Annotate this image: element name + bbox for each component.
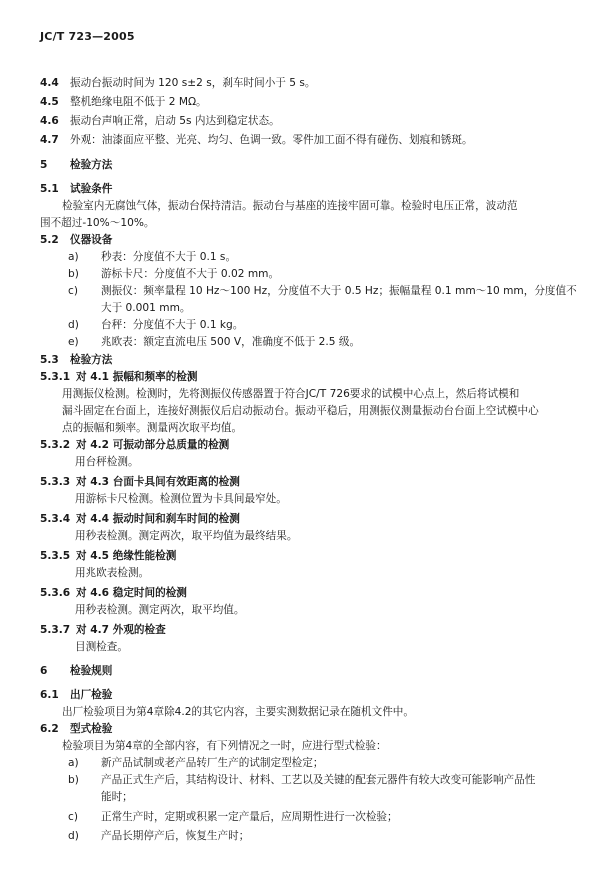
type-test-item-b xyxy=(68,773,535,787)
type-test-item-b-continuation: 能时； xyxy=(101,791,133,803)
item-text: 秒表：分度值不大于 0.1 s。 xyxy=(101,251,237,263)
clause-title: 对 4.5 绝缘性能检测 xyxy=(76,550,177,562)
equipment-item-c xyxy=(68,284,577,298)
clause-5-3-heading xyxy=(40,353,112,367)
clause-5-1-body-line-1: 检验室内无腐蚀气体，振动台保持清洁。振动台与基座的连接牢固可靠。检验时电压正常，波动范 xyxy=(62,200,518,212)
clause-number: 6.1 xyxy=(40,689,59,701)
clause-4-7 xyxy=(40,133,473,147)
clause-number: 4.7 xyxy=(40,134,59,146)
clause-number: 5.3.2 xyxy=(40,439,71,451)
clause-title: 检验方法 xyxy=(70,354,113,366)
clause-title: 对 4.3 台面卡具间有效距离的检测 xyxy=(76,476,240,488)
equipment-item-b xyxy=(68,267,279,281)
section-5-heading xyxy=(40,158,112,172)
clause-5-3-7-heading xyxy=(40,623,166,637)
clause-number: 5.3.7 xyxy=(40,624,71,636)
item-marker: b) xyxy=(68,268,79,280)
item-text: 正常生产时，定期或积累一定产量后，应周期性进行一次检验； xyxy=(101,811,398,823)
clause-title: 型式检验 xyxy=(70,723,113,735)
standard-code-header: JC/T 723—2005 xyxy=(40,30,135,43)
clause-5-3-6-body: 用秒表检测。测定两次，取平均值。 xyxy=(75,604,245,616)
equipment-item-a xyxy=(68,250,236,264)
clause-number: 5.3.3 xyxy=(40,476,71,488)
item-marker: a) xyxy=(68,251,79,263)
clause-6-2-heading xyxy=(40,722,112,736)
clause-5-3-4-body: 用秒表检测。测定两次，取平均值为最终结果。 xyxy=(75,530,298,542)
clause-number: 4.4 xyxy=(40,77,59,89)
item-marker: c) xyxy=(68,811,78,823)
clause-5-3-1-body-line-1: 用测振仪检测。检测时，先将测振仪传感器置于符合JC/T 726要求的试模中心点上，然后将试模和 xyxy=(62,388,520,400)
clause-title: 对 4.7 外观的检查 xyxy=(76,624,166,636)
clause-title: 对 4.4 振动时间和刹车时间的检测 xyxy=(76,513,240,525)
clause-number: 4.6 xyxy=(40,115,59,127)
clause-5-3-3-body: 用游标卡尺检测。检测位置为卡具间最窄处。 xyxy=(75,493,287,505)
item-text: 新产品试制或老产品转厂生产的试制定型检定； xyxy=(101,757,324,769)
clause-number: 5.3.5 xyxy=(40,550,71,562)
type-test-item-d xyxy=(68,829,249,843)
clause-number: 5.3.4 xyxy=(40,513,71,525)
clause-text: 振动台振动时间为 120 s±2 s，刹车时间小于 5 s。 xyxy=(70,77,316,89)
clause-6-1-heading xyxy=(40,688,112,702)
clause-title: 试验条件 xyxy=(70,183,113,195)
clause-5-1-heading xyxy=(40,182,112,196)
item-text: 台秤：分度值不大于 0.1 kg。 xyxy=(101,319,244,331)
clause-5-3-1-body-line-3: 点的振幅和频率。测量两次取平均值。 xyxy=(62,422,243,434)
section-number: 6 xyxy=(40,665,48,677)
equipment-item-e xyxy=(68,335,360,349)
clause-number: 5.1 xyxy=(40,183,59,195)
clause-5-3-5-body: 用兆欧表检测。 xyxy=(75,567,150,579)
clause-4-6 xyxy=(40,114,280,128)
clause-text: 外观：油漆面应平整、光亮、均匀、色调一致。零件加工面不得有碰伤、划痕和锈斑。 xyxy=(70,134,473,146)
clause-5-3-5-heading xyxy=(40,549,176,563)
item-text: 兆欧表：额定直流电压 500 V，准确度不低于 2.5 级。 xyxy=(101,336,361,348)
clause-5-3-3-heading xyxy=(40,475,240,489)
clause-title: 对 4.1 振幅和频率的检测 xyxy=(76,371,198,383)
clause-title: 对 4.6 稳定时间的检测 xyxy=(76,587,187,599)
item-text: 产品长期停产后，恢复生产时； xyxy=(101,830,250,842)
item-marker: e) xyxy=(68,336,79,348)
clause-5-3-1-heading xyxy=(40,370,198,384)
clause-title: 对 4.2 可振动部分总质量的检测 xyxy=(76,439,230,451)
clause-number: 5.2 xyxy=(40,234,59,246)
clause-text: 整机绝缘电阻不低于 2 MΩ。 xyxy=(70,96,207,108)
clause-number: 6.2 xyxy=(40,723,59,735)
clause-number: 5.3.1 xyxy=(40,371,71,383)
item-text: 产品正式生产后，其结构设计、材料、工艺以及关键的配套元器件有较大改变可能影响产品性 xyxy=(101,774,536,786)
equipment-item-c-continuation: 大于 0.001 mm。 xyxy=(101,302,191,314)
type-test-item-a xyxy=(68,756,323,770)
clause-6-2-body: 检验项目为第4章的全部内容，有下列情况之一时，应进行型式检验： xyxy=(62,740,387,752)
item-marker: c) xyxy=(68,285,78,297)
item-marker: d) xyxy=(68,319,79,331)
clause-5-3-4-heading xyxy=(40,512,240,526)
section-number: 5 xyxy=(40,159,48,171)
item-marker: b) xyxy=(68,774,79,786)
item-text: 游标卡尺：分度值不大于 0.02 mm。 xyxy=(101,268,280,280)
item-marker: a) xyxy=(68,757,79,769)
clause-text: 振动台声响正常，启动 5s 内达到稳定状态。 xyxy=(70,115,280,127)
item-marker: d) xyxy=(68,830,79,842)
item-text: 测振仪：频率量程 10 Hz～100 Hz，分度值不大于 0.5 Hz；振幅量程 0.1 mm～10 mm，分度值不 xyxy=(101,285,577,297)
section-6-heading xyxy=(40,664,112,678)
clause-5-1-body-line-2: 围不超过-10%～10%。 xyxy=(40,217,155,229)
clause-4-5 xyxy=(40,95,207,109)
clause-number: 4.5 xyxy=(40,96,59,108)
section-title: 检验方法 xyxy=(70,159,113,171)
clause-title: 出厂检验 xyxy=(70,689,113,701)
clause-5-3-2-heading xyxy=(40,438,229,452)
clause-5-2-heading xyxy=(40,233,112,247)
clause-6-1-body: 出厂检验项目为第4章除4.2的其它内容，主要实测数据记录在随机文件中。 xyxy=(62,706,414,718)
clause-5-3-7-body: 目测检查。 xyxy=(75,641,128,653)
clause-4-4 xyxy=(40,76,315,90)
equipment-item-d xyxy=(68,318,243,332)
type-test-item-c xyxy=(68,810,398,824)
clause-5-3-6-heading xyxy=(40,586,187,600)
clause-number: 5.3 xyxy=(40,354,59,366)
clause-title: 仪器设备 xyxy=(70,234,113,246)
clause-5-3-2-body: 用台秤检测。 xyxy=(75,456,139,468)
clause-5-3-1-body-line-2: 漏斗固定在台面上，连接好测振仪后启动振动台。振动平稳后，用测振仪测量振动台台面上空试模中心 xyxy=(62,405,539,417)
clause-number: 5.3.6 xyxy=(40,587,71,599)
section-title: 检验规则 xyxy=(70,665,113,677)
